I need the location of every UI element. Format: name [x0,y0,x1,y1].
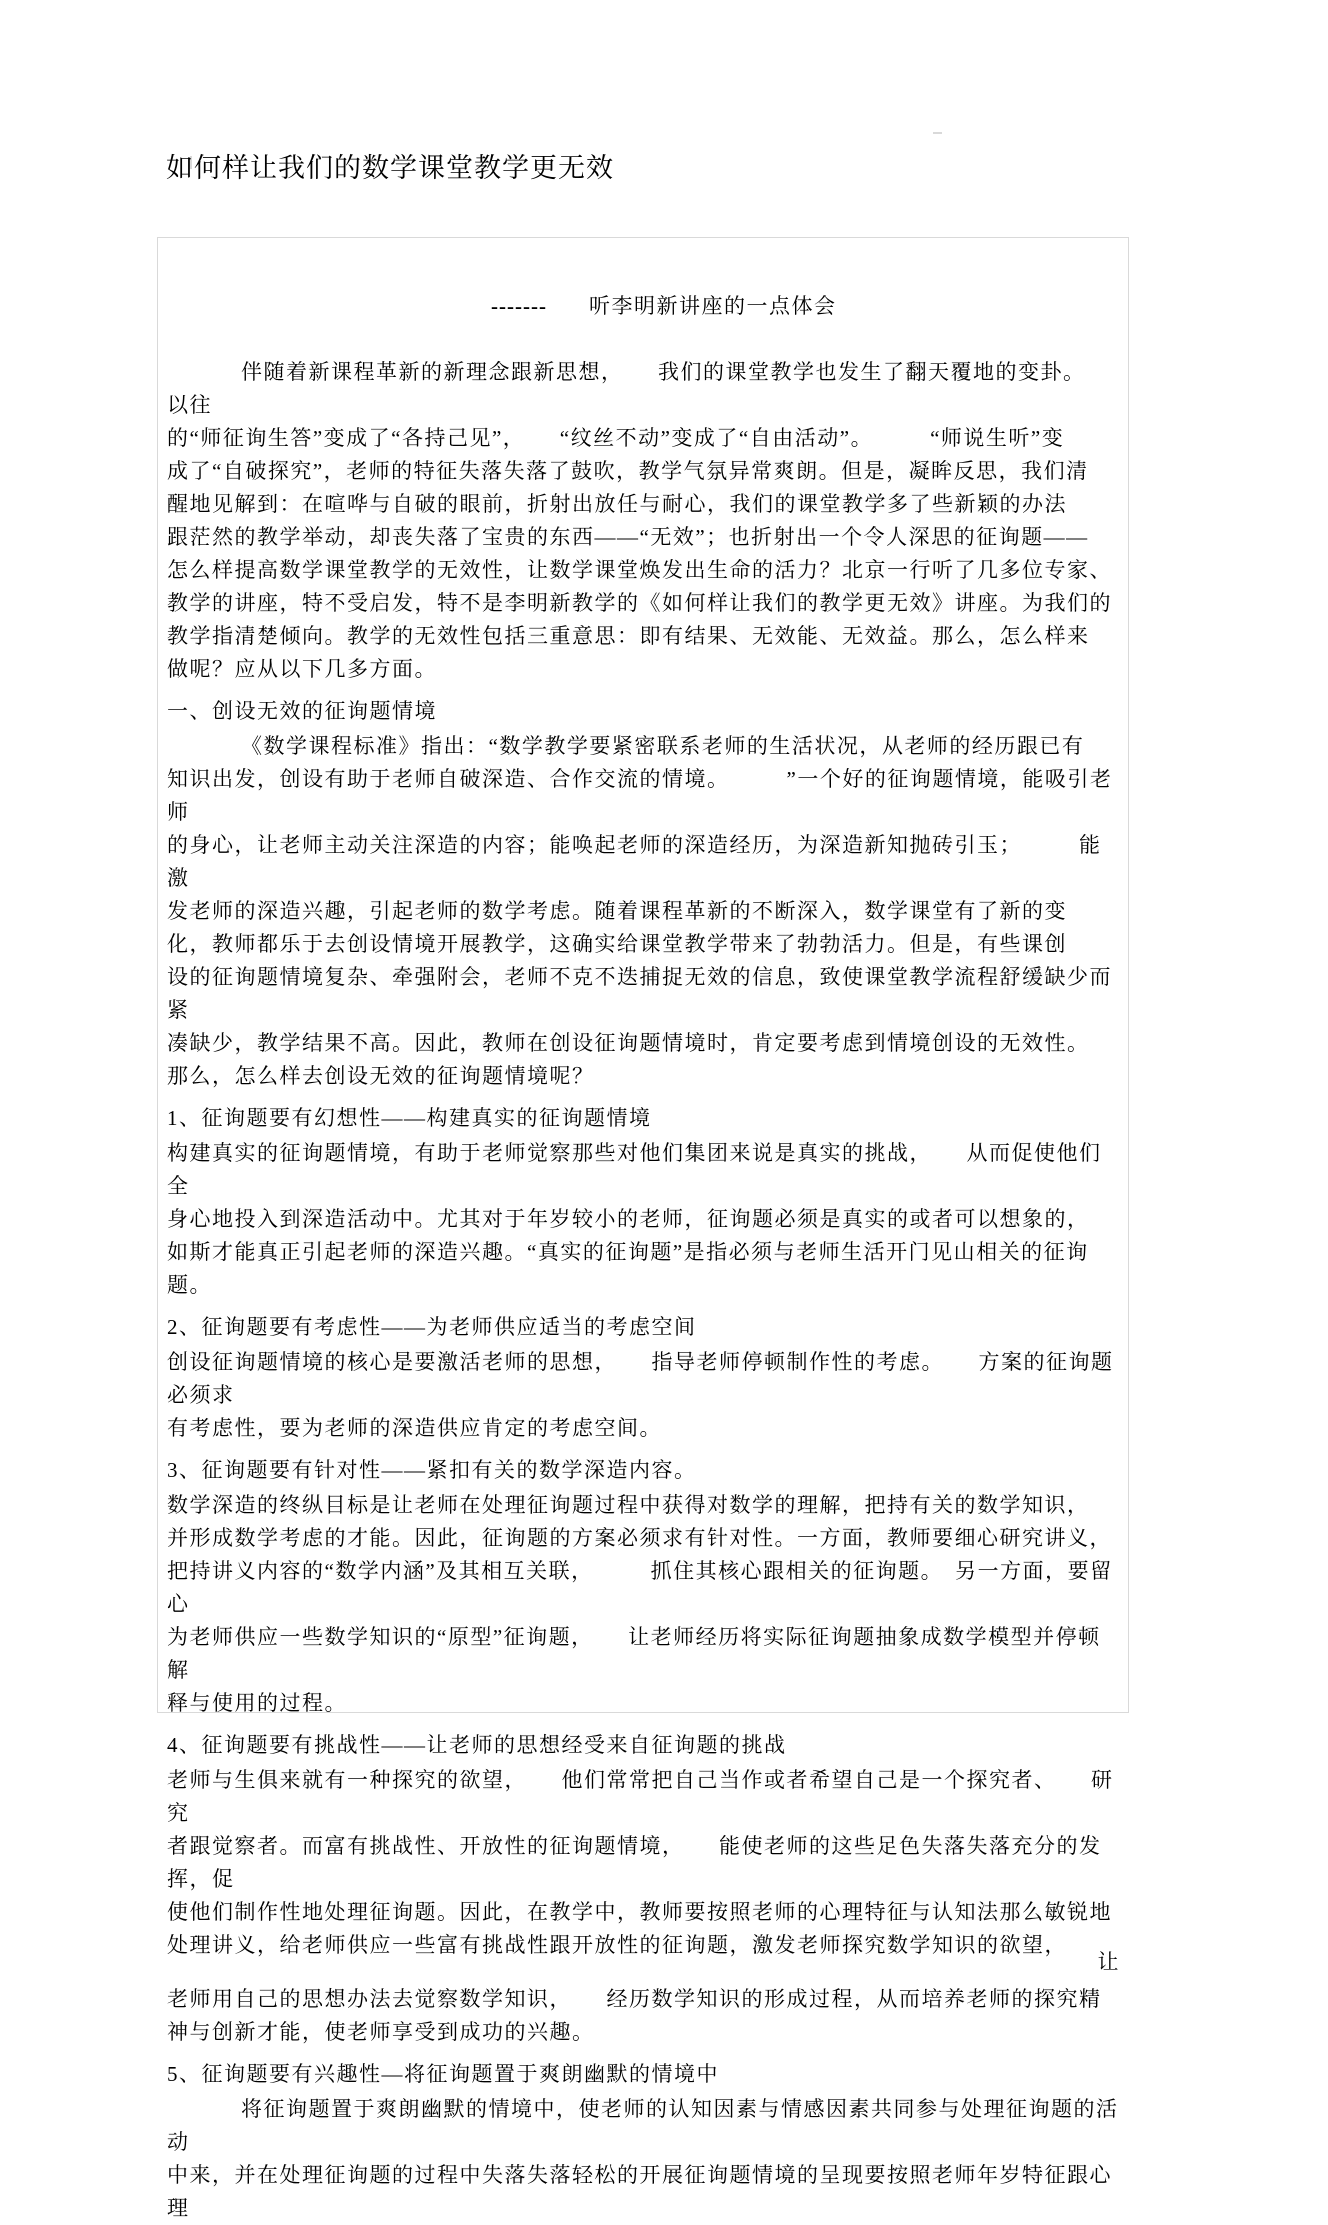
text-line: 设的征询题情境复杂、牵强附会，老师不克不迭捕捉无效的信息，致使课堂教学流程舒缓缺少而紧 [167,965,1112,1022]
section-heading: 4、征询题要有挑战性——让老师的思想经受来自征询题的挑战 [167,1733,787,1757]
artifact-mark [933,132,942,134]
text-line: 怎么样提高数学课堂教学的无效性，让数学课堂焕发出生命的活力？北京一行听了几多位专家、 [167,558,1112,582]
text-line: 醒地见解到：在喧哗与自破的眼前，折射出放任与耐心，我们的课堂教学多了些新颖的办法 [167,492,1067,516]
text-line: 使他们制作性地处理征询题。因此，在教学中，教师要按照老师的心理特征与认知法那么敏锐地 [167,1900,1112,1924]
section-heading: 3、征询题要有针对性——紧扣有关的数学深造内容。 [167,1458,697,1482]
document-body [157,237,1129,2220]
document-subtitle [167,257,1120,356]
text-line: 身心地投入到深造活动中。尤其对于年岁较小的老师，征询题必须是真实的或者可以想象的， [167,1207,1090,1231]
text-line: 成了“自破探究”，老师的特征失落失落了鼓吹，教学气氛异常爽朗。但是，凝眸反思，我们清 [167,459,1089,483]
text-line: 中来，并在处理征询题的过程中失落失落轻松的开展征询题情境的呈现要按照老师年岁特征跟心理 [167,2163,1112,2220]
text-line: 将征询题置于爽朗幽默的情境中，使老师的认知因素与情感因素共同参与处理征询题的活动 [167,2097,1119,2154]
text-line: 并形成数学考虑的才能。因此，征询题的方案必须求有针对性。一方面，教师要细心研究讲义， [167,1526,1112,1550]
text-line: 释与使用的过程。 [167,1691,347,1715]
text-line: 为老师供应一些数学知识的“原型”征询题， 让老师经历将实际征询题抽象成数学模型并停顿解 [167,1625,1101,1682]
subtitle-text: 听李明新讲座的一点体会 [588,294,837,318]
text-line: 化，教师都乐于去创设情境开展教学，这确实给课堂教学带来了勃勃活力。但是，有些课创 [167,932,1067,956]
text-line: 《数学课程标准》指出：“数学教学要紧密联系老师的生活状况，从老师的经历跟已有 [241,734,1085,758]
text-line: 教学的讲座，特不受启发，特不是李明新教学的《如何样让我们的教学更无效》讲座。为我们的 [167,591,1112,615]
text-line: 跟茫然的教学举动，却丧失落了宝贵的东西——“无效”；也折射出一个令人深思的征询题—— [167,525,1089,549]
text-line: 知识出发，创设有助于老师自破深造、合作交流的情境。 ”一个好的征询题情境，能吸引老师 [167,767,1113,824]
document-title: 如何样让我们的数学课堂教学更无效 [166,153,614,183]
text-line: 的身心，让老师主动关注深造的内容；能唤起老师的深造经历，为深造新知抛砖引玉； 能激 [167,833,1102,890]
text-line: 处理讲义，给老师供应一些富有挑战性跟开放性的征询题，激发老师探究数学知识的欲望， [167,1933,1067,1957]
text-line: 如斯才能真正引起老师的深造兴趣。“真实的征询题”是指必须与老师生活开门见山相关的征询题。 [167,1240,1089,1297]
text-line: 凑缺少，教学结果不高。因此，教师在创设征询题情境时，肯定要考虑到情境创设的无效性。 [167,1031,1090,1055]
text-line: 老师与生俱来就有一种探究的欲望， 他们常常把自己当作或者希望自己是一个探究者、 研究 [167,1768,1114,1825]
text-line: 有考虑性，要为老师的深造供应肯定的考虑空间。 [167,1416,662,1440]
text-line: 那么，怎么样去创设无效的征询题情境呢？ [167,1064,595,1088]
section-heading: 一、创设无效的征询题情境 [167,699,437,723]
text-line: 者跟觉察者。而富有挑战性、开放性的征询题情境， 能使老师的这些足色失落失落充分的发挥，促 [167,1834,1102,1891]
section-heading: 1、征询题要有幻想性——构建真实的征询题情境 [167,1106,652,1130]
text-line: 伴随着新课程革新的新理念跟新思想， 我们的课堂教学也发生了翻天覆地的变卦。 以往 [167,360,1120,417]
text-line: 构建真实的征询题情境，有助于老师觉察那些对他们集团来说是真实的挑战， 从而促使他们全 [167,1141,1102,1198]
text-line: 把持讲义内容的“数学内涵”及其相互关联， 抓住其核心跟相关的征询题。 另一方面，要留心 [167,1559,1113,1616]
text-line: 数学深造的终纵目标是让老师在处理征询题过程中获得对数学的理解，把持有关的数学知识， [167,1493,1090,1517]
text-line: 发老师的深造兴趣，引起老师的数学考虑。随着课程革新的不断深入，数学课堂有了新的变 [167,899,1067,923]
section-heading: 2、征询题要有考虑性——为老师供应适当的考虑空间 [167,1315,697,1339]
text-line: 让 [1097,1950,1120,1974]
text-line: 做呢？应从以下几多方面。 [167,657,437,681]
subtitle-dashes: ------- [491,294,547,318]
text-line: 老师用自己的思想办法去觉察数学知识， 经历数学知识的形成过程，从而培养老师的探究精 [167,1987,1102,2011]
text-line: 的“师征询生答”变成了“各持己见”， “纹丝不动”变成了“自由活动”。 “师说生听”变 [167,426,1065,450]
text-line: 教学指清楚倾向。教学的无效性包括三重意思：即有结果、无效能、无效益。那么，怎么样来 [167,624,1090,648]
text-line: 创设征询题情境的核心是要激活老师的思想， 指导老师停顿制作性的考虑。 方案的征询题必须求 [167,1350,1114,1407]
section-heading: 5、征询题要有兴趣性—将征询题置于爽朗幽默的情境中 [167,2062,719,2086]
text-line: 神与创新才能，使老师享受到成功的兴趣。 [167,2020,595,2044]
